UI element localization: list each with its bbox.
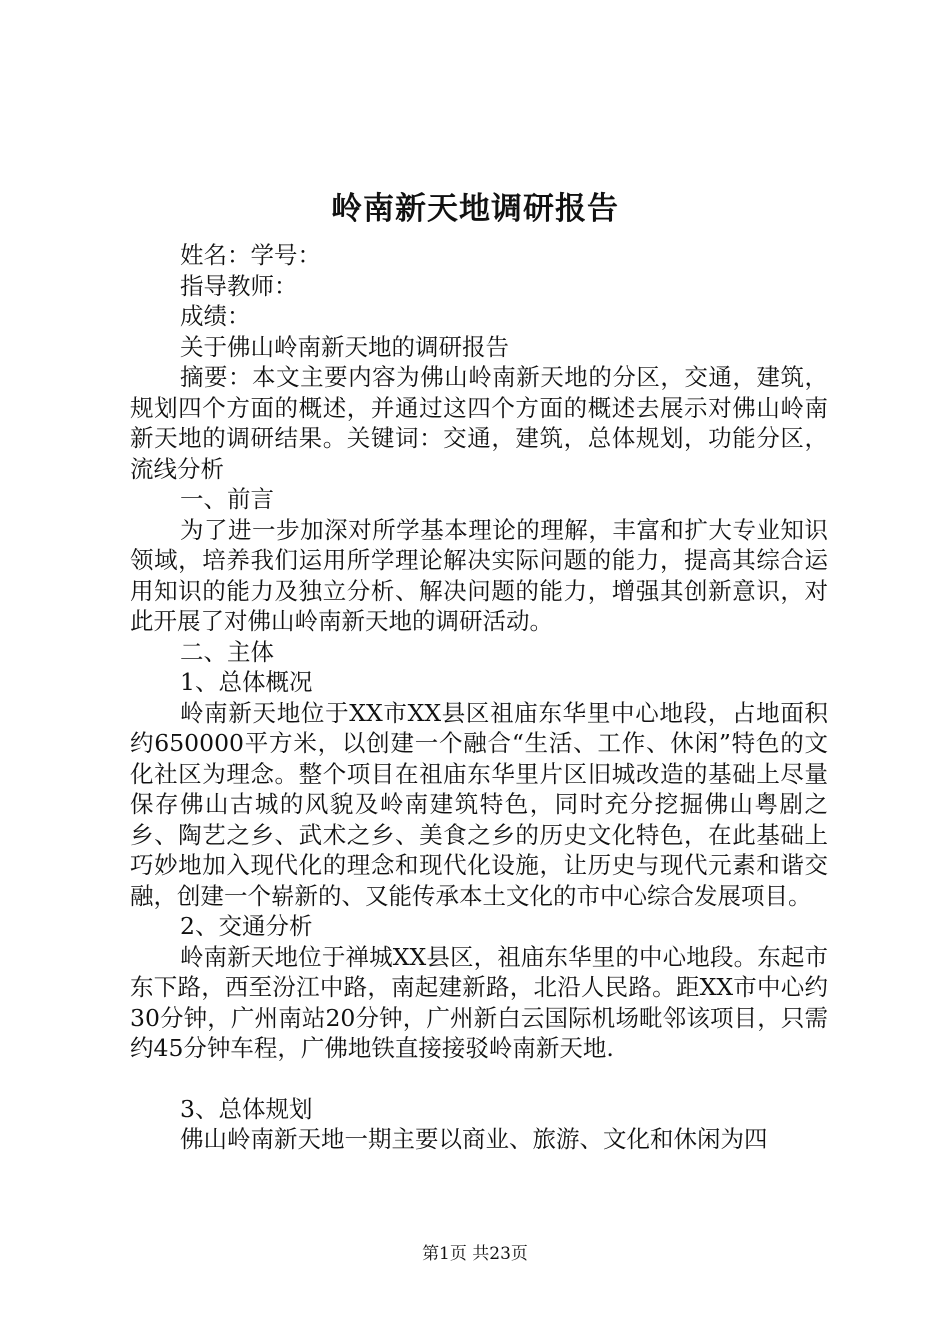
meta-grade: 成绩： — [180, 302, 251, 330]
subsection-heading-overview: 1、总体概况 — [180, 668, 313, 696]
subsection-heading-planning: 3、总体规划 — [180, 1094, 313, 1123]
subsection-heading-traffic: 2、交通分析 — [180, 912, 313, 940]
meta-advisor: 指导教师： — [180, 271, 298, 300]
document-title: 岭南新天地调研报告 — [331, 191, 619, 227]
report-subtitle: 关于佛山岭南新天地的调研报告 — [180, 332, 509, 361]
section-heading-main: 二、主体 — [180, 637, 274, 666]
section-heading-preface: 一、前言 — [180, 485, 274, 513]
planning-paragraph: 佛山岭南新天地一期主要以商业、旅游、文化和休闲为四 — [180, 1125, 768, 1153]
document-body — [130, 240, 828, 1155]
meta-name-id: 姓名：学号： — [180, 241, 321, 269]
traffic-paragraph: 岭南新天地位于禅城XX县区，祖庙东华里的中心地段。东起市东下路，西至汾江中路，南起建新路，北沿人民路。距XX市中心约30分钟，广州南站20分钟，广州新白云国际机场毗邻该项目，只需约45分钟车程，广佛地铁直接接驳岭南新天地. — [130, 942, 828, 1062]
overview-paragraph: 岭南新天地位于XX市XX县区祖庙东华里中心地段，占地面积约650000平方米，以创建一个融合“生活、工作、休闲”特色的文化社区为理念。整个项目在祖庙东华里片区旧城改造的基础上尽量保存佛山古城的风貌及岭南建筑特色，同时充分挖掘佛山粤剧之乡、陶艺之乡、武术之乡、美食之乡的历史文化特色，在此基础上巧妙地加入现代化的理念和现代化设施，让历史与现代元素和谐交融，创建一个崭新的、又能传承本土文化的市中心综合发展项目。 — [130, 698, 828, 910]
preface-paragraph: 为了进一步加深对所学基本理论的理解，丰富和扩大专业知识领域，培养我们运用所学理论解决实际问题的能力，提高其综合运用知识的能力及独立分析、解决问题的能力，增强其创新意识，对此开展了对佛山岭南新天地的调研活动。 — [130, 515, 828, 635]
abstract-paragraph: 摘要：本文主要内容为佛山岭南新天地的分区，交通，建筑，规划四个方面的概述，并通过这四个方面的概述去展示对佛山岭南新天地的调研结果。关键词：交通，建筑，总体规划，功能分区，流线分析 — [130, 363, 828, 483]
page-footer: 第1页 共23页 — [422, 1244, 528, 1264]
